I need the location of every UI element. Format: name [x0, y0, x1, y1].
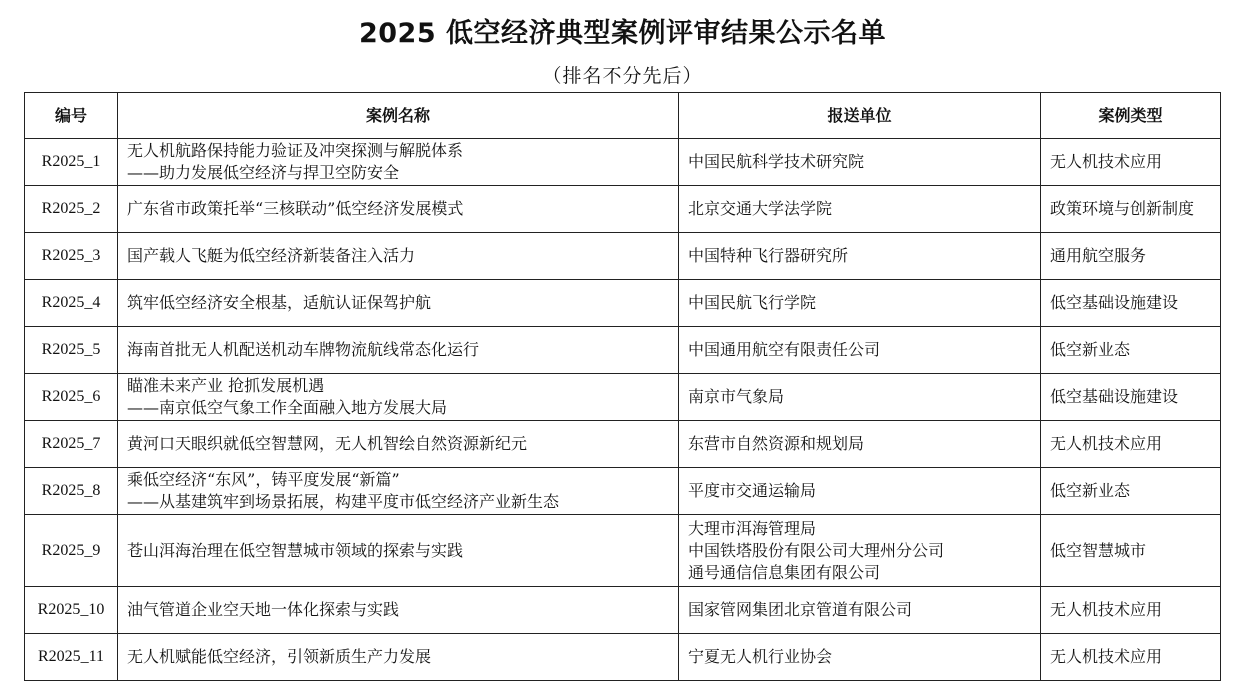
header-submitting-unit: 报送单位	[679, 93, 1041, 139]
case-name-cell	[118, 421, 679, 468]
case-type-cell: 无人机技术应用	[1041, 634, 1221, 681]
case-id-cell: R2025_11	[25, 634, 118, 681]
submitting-unit-line: 宁夏无人机行业协会	[688, 647, 833, 666]
case-name-line: 国产载人飞艇为低空经济新装备注入活力	[127, 246, 416, 265]
case-name-line: 无人机航路保持能力验证及冲突探测与解脱体系	[127, 141, 464, 160]
table-row	[25, 374, 1221, 421]
case-name-line: ——助力发展低空经济与捍卫空防安全	[127, 163, 400, 182]
table-row	[25, 421, 1221, 468]
case-name-line: 瞄准未来产业 抢抓发展机遇	[127, 376, 325, 395]
case-name-cell	[118, 186, 679, 233]
case-name-line: 海南首批无人机配送机动车牌物流航线常态化运行	[127, 340, 480, 359]
table-row	[25, 280, 1221, 327]
header-id: 编号	[25, 93, 118, 139]
case-name-line: 筑牢低空经济安全根基，适航认证保驾护航	[127, 293, 432, 312]
case-name-cell	[118, 468, 679, 515]
case-type-cell: 低空新业态	[1041, 468, 1221, 515]
header-case-type: 案例类型	[1041, 93, 1221, 139]
table-row	[25, 327, 1221, 374]
submitting-unit-cell	[679, 327, 1041, 374]
case-name-line: 无人机赋能低空经济，引领新质生产力发展	[127, 647, 432, 666]
submitting-unit-line: 中国民航飞行学院	[688, 293, 817, 312]
case-name-cell	[118, 233, 679, 280]
case-id-cell: R2025_3	[25, 233, 118, 280]
case-id-cell: R2025_6	[25, 374, 118, 421]
submitting-unit-line: 中国通用航空有限责任公司	[688, 340, 881, 359]
submitting-unit-line: 平度市交通运输局	[688, 481, 817, 500]
results-table	[24, 92, 1221, 681]
case-type-cell: 低空基础设施建设	[1041, 374, 1221, 421]
case-name-cell	[118, 327, 679, 374]
case-name-line: ——从基建筑牢到场景拓展，构建平度市低空经济产业新生态	[127, 492, 560, 511]
submitting-unit-line: 国家管网集团北京管道有限公司	[688, 600, 913, 619]
submitting-unit-cell	[679, 280, 1041, 327]
case-name-cell	[118, 587, 679, 634]
case-name-line: ——南京低空气象工作全面融入地方发展大局	[127, 398, 448, 417]
submitting-unit-cell	[679, 139, 1041, 186]
case-type-cell: 通用航空服务	[1041, 233, 1221, 280]
case-name-cell	[118, 280, 679, 327]
submitting-unit-cell	[679, 186, 1041, 233]
table-row	[25, 587, 1221, 634]
submitting-unit-cell	[679, 515, 1041, 587]
case-id-cell: R2025_9	[25, 515, 118, 587]
case-id-cell: R2025_2	[25, 186, 118, 233]
submitting-unit-cell	[679, 421, 1041, 468]
document-title: 2025 低空经济典型案例评审结果公示名单	[358, 18, 887, 49]
case-name-line: 广东省市政策托举“三核联动”低空经济发展模式	[127, 199, 464, 218]
table-row	[25, 139, 1221, 186]
submitting-unit-cell	[679, 233, 1041, 280]
case-name-cell	[118, 634, 679, 681]
table-row	[25, 634, 1221, 681]
case-type-cell: 无人机技术应用	[1041, 421, 1221, 468]
case-type-cell: 低空新业态	[1041, 327, 1221, 374]
table-row	[25, 233, 1221, 280]
submitting-unit-line: 大理市洱海管理局	[688, 518, 817, 538]
case-name-line: 苍山洱海治理在低空智慧城市领域的探索与实践	[127, 540, 464, 560]
case-id-cell: R2025_1	[25, 139, 118, 186]
document-subtitle: （排名不分先后）	[542, 65, 703, 87]
submitting-unit-cell	[679, 634, 1041, 681]
submitting-unit-line: 中国特种飞行器研究所	[688, 246, 849, 265]
submitting-unit-line: 中国民航科学技术研究院	[688, 152, 865, 171]
submitting-unit-cell	[679, 587, 1041, 634]
submitting-unit-line: 东营市自然资源和规划局	[688, 434, 865, 453]
case-name-cell	[118, 374, 679, 421]
header-case-name: 案例名称	[118, 93, 679, 139]
table-row	[25, 515, 1221, 587]
case-name-cell	[118, 139, 679, 186]
submitting-unit-line: 南京市气象局	[688, 387, 785, 406]
case-id-cell: R2025_5	[25, 327, 118, 374]
case-type-cell: 低空基础设施建设	[1041, 280, 1221, 327]
table-header-row	[25, 93, 1221, 139]
case-id-cell: R2025_4	[25, 280, 118, 327]
submitting-unit-line: 中国铁塔股份有限公司大理州分公司	[688, 540, 945, 560]
submitting-unit-cell	[679, 374, 1041, 421]
submitting-unit-line: 北京交通大学法学院	[688, 199, 833, 218]
case-type-cell: 政策环境与创新制度	[1041, 186, 1221, 233]
table-row	[25, 468, 1221, 515]
table-body	[25, 139, 1221, 681]
case-name-cell	[118, 515, 679, 587]
case-type-cell: 低空智慧城市	[1041, 515, 1221, 587]
submitting-unit-line: 通号通信信息集团有限公司	[688, 562, 881, 582]
submitting-unit-cell	[679, 468, 1041, 515]
case-id-cell: R2025_7	[25, 421, 118, 468]
case-id-cell: R2025_8	[25, 468, 118, 515]
case-name-line: 乘低空经济“东风”，铸平度发展“新篇”	[127, 470, 400, 489]
case-id-cell: R2025_10	[25, 587, 118, 634]
case-type-cell: 无人机技术应用	[1041, 587, 1221, 634]
table-row	[25, 186, 1221, 233]
case-name-line: 油气管道企业空天地一体化探索与实践	[127, 600, 400, 619]
case-type-cell: 无人机技术应用	[1041, 139, 1221, 186]
case-name-line: 黄河口天眼织就低空智慧网，无人机智绘自然资源新纪元	[127, 434, 528, 453]
